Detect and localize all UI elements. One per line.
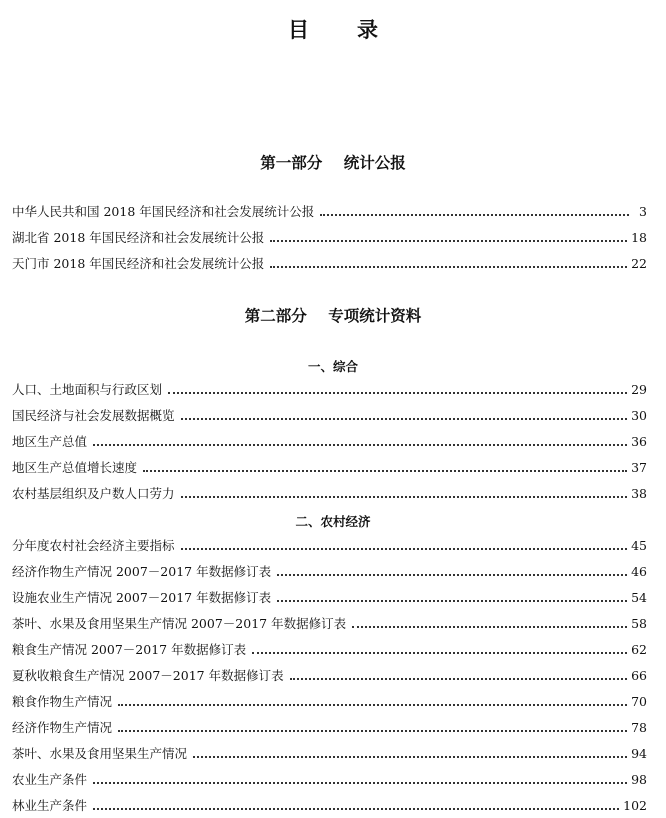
section-title-rural-economy: 二、农村经济 <box>295 514 371 529</box>
dot-leader <box>93 781 627 784</box>
toc-entry-label: 粮食生产情况 2007－2017 年数据修订表 <box>12 642 247 657</box>
dot-leader <box>270 239 627 242</box>
dot-leader <box>118 703 627 706</box>
toc-entry-label: 农村基层组织及户数人口劳力 <box>12 486 175 501</box>
toc-entry[interactable] <box>12 430 647 450</box>
dot-leader <box>168 391 627 394</box>
toc-entry-page: 29 <box>631 382 647 397</box>
toc-entry-page: 45 <box>631 538 647 553</box>
toc-entry-label: 地区生产总值增长速度 <box>12 460 138 475</box>
toc-entry[interactable] <box>12 482 647 502</box>
section-title-general: 一、综合 <box>307 359 358 374</box>
toc-entry-page: 38 <box>631 486 647 501</box>
toc-entry[interactable] <box>12 742 647 762</box>
toc-entry-page: 46 <box>631 564 647 579</box>
toc-entry[interactable] <box>12 794 647 814</box>
dot-leader <box>118 729 627 732</box>
toc-entry[interactable] <box>12 404 647 424</box>
toc-entry-page: 70 <box>631 694 647 709</box>
toc-entry[interactable] <box>12 200 647 220</box>
part-2-title: 第二部分 专项统计资料 <box>244 307 422 325</box>
dot-leader <box>320 213 629 216</box>
toc-entry-label: 经济作物生产情况 <box>12 720 113 735</box>
dot-leader <box>93 443 627 446</box>
toc-entry-label: 地区生产总值 <box>12 434 88 449</box>
toc-entry-label: 茶叶、水果及食用坚果生产情况 2007－2017 年数据修订表 <box>12 616 347 631</box>
dot-leader <box>181 417 628 420</box>
toc-entry-page: 37 <box>631 460 647 475</box>
toc-entry[interactable] <box>12 252 647 272</box>
toc-entry[interactable] <box>12 690 647 710</box>
dot-leader <box>277 599 627 602</box>
toc-entry[interactable] <box>12 534 647 554</box>
dot-leader <box>93 807 619 810</box>
toc-entry-label: 分年度农村社会经济主要指标 <box>12 538 175 553</box>
toc-entry-label: 粮食作物生产情况 <box>12 694 113 709</box>
toc-entry-page: 22 <box>631 256 647 271</box>
dot-leader <box>181 495 628 498</box>
toc-entry[interactable] <box>12 586 647 606</box>
toc-entry-page: 36 <box>631 434 647 449</box>
toc-entry-page: 78 <box>631 720 647 735</box>
toc-entry-page: 58 <box>631 616 647 631</box>
toc-entry-label: 人口、土地面积与行政区划 <box>12 382 163 397</box>
toc-entry[interactable] <box>12 638 647 658</box>
toc-entry-label: 农业生产条件 <box>12 772 88 787</box>
toc-entry-label: 设施农业生产情况 2007－2017 年数据修订表 <box>12 590 272 605</box>
toc-entry[interactable] <box>12 768 647 788</box>
toc-entry[interactable] <box>12 664 647 684</box>
dot-leader <box>193 755 627 758</box>
toc-entry-label: 茶叶、水果及食用坚果生产情况 <box>12 746 188 761</box>
toc-entry-page: 30 <box>631 408 647 423</box>
toc-entry[interactable] <box>12 378 647 398</box>
toc-entry-label: 夏秋收粮食生产情况 2007－2017 年数据修订表 <box>12 668 284 683</box>
dot-leader <box>252 651 627 654</box>
dot-leader <box>352 625 627 628</box>
toc-entry-label: 中华人民共和国 2018 年国民经济和社会发展统计公报 <box>12 204 315 219</box>
toc-entry-label: 经济作物生产情况 2007－2017 年数据修订表 <box>12 564 272 579</box>
dot-leader <box>270 265 627 268</box>
toc-entry-page: 98 <box>631 772 647 787</box>
part-1-title: 第一部分 统计公报 <box>260 154 406 172</box>
toc-entry-label: 湖北省 2018 年国民经济和社会发展统计公报 <box>12 230 265 245</box>
dot-leader <box>181 547 628 550</box>
toc-entry-page: 54 <box>631 590 647 605</box>
dot-leader <box>143 469 627 472</box>
toc-entry-page: 66 <box>631 668 647 683</box>
toc-entry-page: 18 <box>631 230 647 245</box>
page-title: 目录 <box>288 18 426 42</box>
dot-leader <box>290 677 628 680</box>
dot-leader <box>277 573 627 576</box>
toc-entry[interactable] <box>12 612 647 632</box>
toc-entry-page: 102 <box>623 798 647 813</box>
toc-entry[interactable] <box>12 456 647 476</box>
toc-entry-label: 林业生产条件 <box>12 798 88 813</box>
toc-entry[interactable] <box>12 716 647 736</box>
toc-entry-page: 3 <box>639 204 647 219</box>
toc-entry[interactable] <box>12 560 647 580</box>
toc-entry-label: 天门市 2018 年国民经济和社会发展统计公报 <box>12 256 265 271</box>
toc-entry-page: 94 <box>631 746 647 761</box>
toc-entry[interactable] <box>12 226 647 246</box>
toc-entry-page: 62 <box>631 642 647 657</box>
toc-entry-label: 国民经济与社会发展数据概览 <box>12 408 175 423</box>
